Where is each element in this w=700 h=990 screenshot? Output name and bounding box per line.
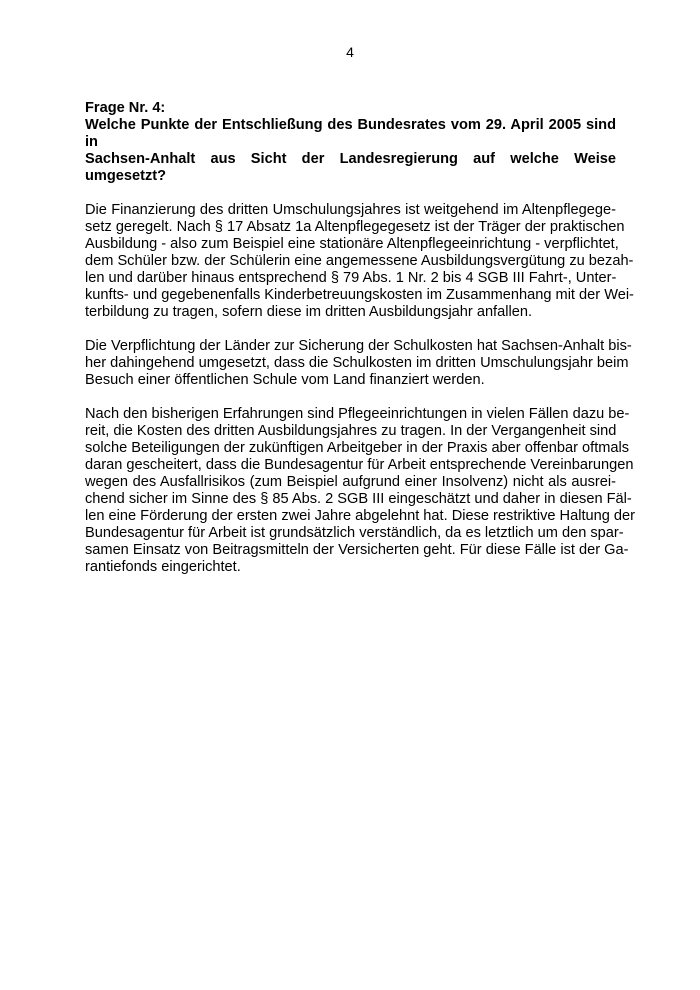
question-label: Frage Nr. 4: bbox=[85, 100, 166, 116]
paragraph-line: samen Einsatz von Beitragsmitteln der Versicherten geht. Für diese Fälle ist der Ga- bbox=[85, 542, 629, 558]
question-text-line: Welche Punkte der Entschließung des Bundesrates vom 29. April 2005 sind in bbox=[85, 117, 616, 150]
paragraph-line: reit, die Kosten des dritten Ausbildungsjahres zu tragen. In der Vergangenheit sind bbox=[85, 423, 617, 439]
paragraph-line: Besuch einer öffentlichen Schule vom Land finanziert werden. bbox=[85, 372, 485, 388]
paragraph-experience bbox=[85, 406, 636, 576]
paragraph-school-costs bbox=[85, 338, 632, 389]
paragraph-line: Nach den bisherigen Erfahrungen sind Pflegeeinrichtungen in vielen Fällen dazu be- bbox=[85, 406, 630, 422]
paragraph-line: len und darüber hinaus entsprechend § 79 Abs. 1 Nr. 2 bis 4 SGB III Fahrt-, Unter- bbox=[85, 270, 617, 286]
question-text-line: Sachsen-Anhalt aus Sicht der Landesregierung auf welche Weise umgesetzt? bbox=[85, 151, 616, 184]
paragraph-line: rantiefonds eingerichtet. bbox=[85, 559, 241, 575]
paragraph-line: chend sicher im Sinne des § 85 Abs. 2 SGB III eingeschätzt und daher in diesen Fäl- bbox=[85, 491, 632, 507]
paragraph-line: solche Beteiligungen der zukünftigen Arbeitgeber in der Praxis aber offenbar oftmals bbox=[85, 440, 630, 456]
paragraph-line: Die Verpflichtung der Länder zur Sicherung der Schulkosten hat Sachsen-Anhalt bis- bbox=[85, 338, 632, 354]
paragraph-line: dem Schüler bzw. der Schülerin eine angemessene Ausbildungsvergütung zu bezah- bbox=[85, 253, 634, 269]
paragraph-line: wegen des Ausfallrisikos (zum Beispiel aufgrund einer Insolvenz) nicht als ausrei- bbox=[85, 474, 616, 490]
paragraph-line: her dahingehend umgesetzt, dass die Schulkosten im dritten Umschulungsjahr beim bbox=[85, 355, 629, 371]
paragraph-line: Bundesagentur für Arbeit ist grundsätzlich verständlich, da es letztlich um den spar- bbox=[85, 525, 624, 541]
paragraph-line: Die Finanzierung des dritten Umschulungsjahres ist weitgehend im Altenpflegege- bbox=[85, 202, 616, 218]
paragraph-financing bbox=[85, 202, 634, 321]
paragraph-line: terbildung zu tragen, sofern diese im dritten Ausbildungsjahr anfallen. bbox=[85, 304, 533, 320]
question-heading bbox=[85, 100, 616, 185]
document-body bbox=[85, 100, 636, 593]
paragraph-line: len eine Förderung der ersten zwei Jahre abgelehnt hat. Diese restriktive Haltung der bbox=[85, 508, 636, 524]
paragraph-line: daran gescheitert, dass die Bundesagentur für Arbeit entsprechende Vereinbarungen bbox=[85, 457, 634, 473]
page-number: 4 bbox=[346, 44, 354, 60]
paragraph-line: Ausbildung - also zum Beispiel eine stationäre Altenpflegeeinrichtung - verpflichtet, bbox=[85, 236, 619, 252]
paragraph-line: kunfts- und gegebenenfalls Kinderbetreuungskosten im Zusammenhang mit der Wei- bbox=[85, 287, 634, 303]
paragraph-line: setz geregelt. Nach § 17 Absatz 1a Altenpflegegesetz ist der Träger der praktischen bbox=[85, 219, 625, 235]
